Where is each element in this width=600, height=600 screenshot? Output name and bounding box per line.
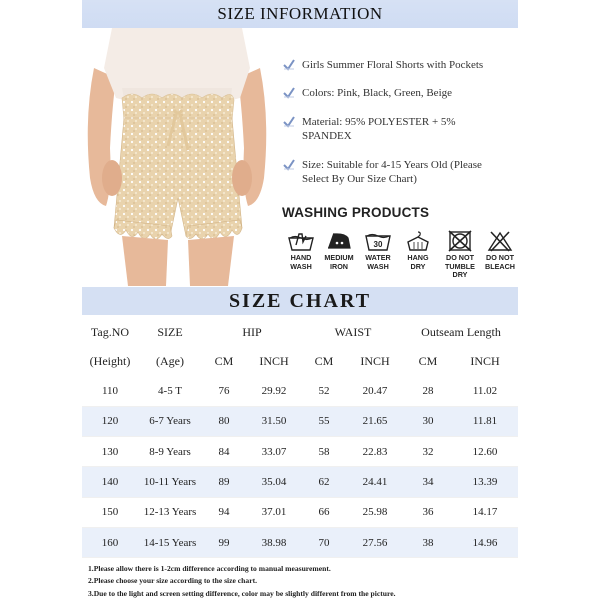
table-cell: 120 [82,406,138,436]
header-cell: CM [214,354,234,368]
table-cell: 62 [302,467,346,497]
table-cell: 13.39 [452,467,518,497]
table-cell: 4-5 T [158,384,182,397]
feature-text: Size: Suitable for 4-15 Years Old (Please Select By Our Size Chart) [302,159,482,185]
medium-iron-icon [325,230,353,252]
checkmark-icon [282,115,296,129]
table-cell: 37.01 [261,506,287,519]
hand-wash-icon [287,230,315,252]
table-row [82,527,518,557]
table-cell: 14.96 [452,527,518,557]
table-cell: 35.04 [246,467,302,497]
table-header-row [82,318,518,347]
table-cell: 110 [101,384,119,397]
washing-title: WASHING PRODUCTS [282,205,430,220]
header-cell: (Age) [156,354,184,368]
table-row [82,376,518,406]
table-cell: 66 [318,506,330,519]
size-chart-header [82,287,518,315]
note-line: 2.Please choose your size according to the size chart. [88,576,257,586]
feature-text: Colors: Pink, Black, Green, Beige [302,87,453,99]
hang-dry-icon [404,230,432,252]
header-cell: Outseam Length [421,325,501,339]
size-chart-title: SIZE CHART [228,289,372,312]
product-photo [82,28,272,286]
do-not-tumble-dry-icon [446,230,474,252]
table-cell: 14-15 Years [138,527,202,557]
table-row [82,406,518,436]
table-cell: 140 [82,467,138,497]
header-cell: INCH [259,354,289,368]
wash-item-medium-iron: MEDIUM IRON [320,230,358,271]
header-cell: Tag.NO [90,325,130,339]
feature-text: Girls Summer Floral Shorts with Pockets [302,59,484,71]
table-cell: 24.41 [346,467,404,497]
table-cell: 34 [404,467,452,497]
table-cell: 130 [101,445,119,458]
page-title: SIZE INFORMATION [217,4,383,23]
size-information-header [82,0,518,28]
table-cell: 31.50 [246,406,302,436]
table-cell: 14.17 [472,506,498,519]
table-cell: 29.92 [261,384,287,397]
note-line: 3.Due to the light and screen setting difference, color may be slightly different from the picture. [88,588,396,598]
table-cell: 20.47 [362,384,388,397]
table-cell: 21.65 [346,406,404,436]
table-cell: 28 [422,384,434,397]
wash-item-hand-wash: HAND WASH [282,230,320,271]
wash-item-no-tumble-dry: DO NOT TUMBLE DRY [441,230,479,280]
table-subheader-row [82,347,518,376]
table-cell: 89 [202,467,246,497]
table-cell: 80 [202,406,246,436]
feature-item [282,86,452,100]
table-cell: 22.83 [362,445,388,458]
note-line: 1.Please allow there is 1-2cm difference according to manual measurement. [88,564,331,573]
table-cell: 33.07 [261,445,287,458]
header-cell: HIP [242,325,262,339]
table-cell: 58 [318,445,330,458]
table-cell: 10-11 Years [138,467,202,497]
feature-item [282,158,482,186]
table-cell: 84 [218,445,230,458]
table-row [82,467,518,497]
table-cell: 30 [404,406,452,436]
do-not-bleach-icon [486,230,514,252]
table-cell: 32 [422,445,434,458]
table-cell: 55 [302,406,346,436]
header-cell: SIZE [157,325,183,339]
wash-item-water-wash: 30 WATER WASH [359,230,397,271]
table-cell: 94 [218,506,230,519]
header-cell: (Height) [89,354,131,368]
size-table [82,318,518,558]
washing-icons [282,230,522,286]
table-cell: 12-13 Years [143,506,197,519]
header-cell: WAIST [334,325,372,339]
table-row [82,437,518,467]
notes [88,563,518,600]
table-cell: 8-9 Years [149,445,191,458]
table-cell: 11.81 [452,406,518,436]
table-cell: 150 [101,506,119,519]
table-cell: 70 [302,527,346,557]
header-cell: INCH [360,354,390,368]
wash-item-no-bleach: DO NOT BLEACH [481,230,519,271]
table-cell: 25.98 [362,506,388,519]
header-cell: INCH [470,354,500,368]
table-cell: 38.98 [246,527,302,557]
header-cell: CM [314,354,334,368]
water-wash-icon [364,230,392,252]
table-cell: 76 [218,384,230,397]
table-cell: 99 [202,527,246,557]
table-row [82,497,518,527]
checkmark-icon [282,158,296,172]
table-cell: 27.56 [346,527,404,557]
table-cell: 6-7 Years [138,406,202,436]
wash-item-hang-dry: HANG DRY [399,230,437,271]
table-cell: 11.02 [472,384,498,397]
svg-text:30: 30 [373,240,383,249]
feature-item [282,115,497,143]
table-cell: 12.60 [472,445,498,458]
checkmark-icon [282,86,296,100]
table-cell: 38 [404,527,452,557]
feature-text: Material: 95% POLYESTER + 5% SPANDEX [302,116,456,142]
checkmark-icon [282,58,296,72]
table-cell: 52 [318,384,330,397]
table-cell: 36 [422,506,434,519]
table-cell: 160 [82,527,138,557]
feature-item [282,58,483,72]
header-cell: CM [418,354,438,368]
